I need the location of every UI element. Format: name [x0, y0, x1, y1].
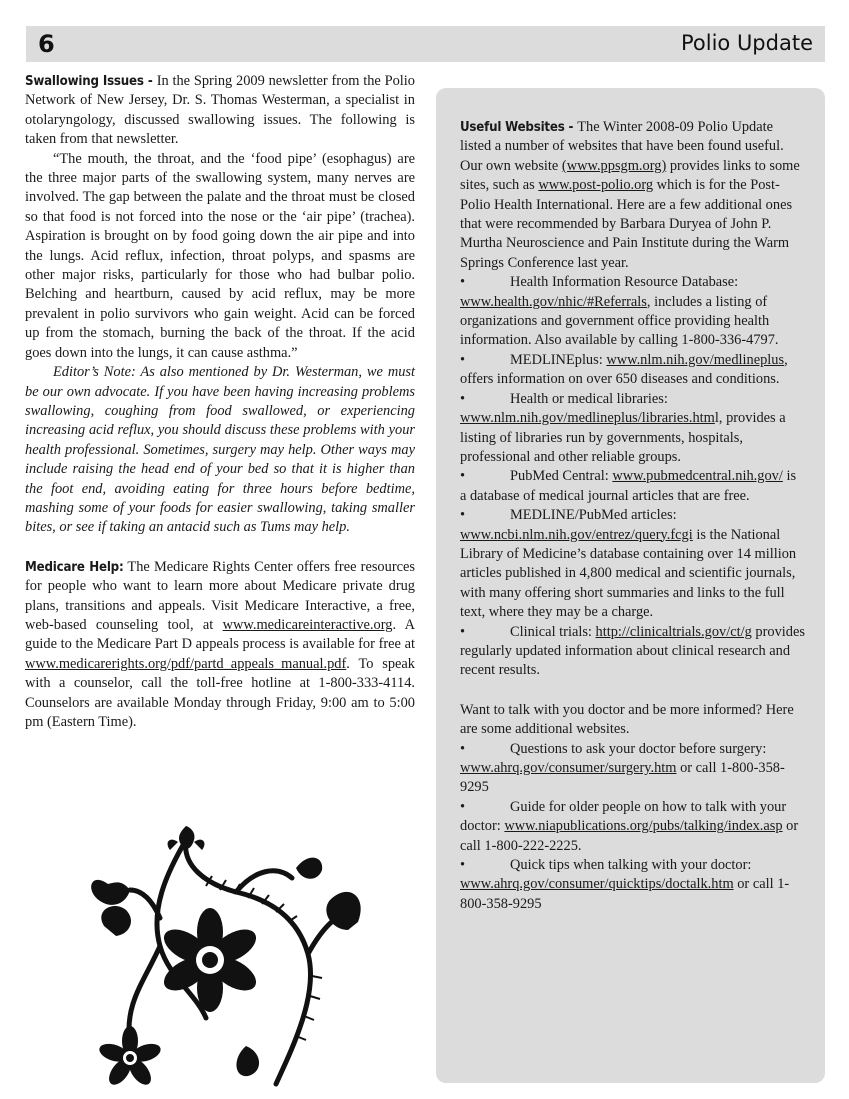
- item-link[interactable]: www.ncbi.nlm.nih.gov/entrez/query.fcgi: [460, 526, 693, 543]
- item-label: Guide for older people on how to talk with your doctor:: [460, 798, 787, 835]
- item-label: PubMed Central:: [510, 468, 613, 485]
- item-desc: or call 1-800-358-9295: [460, 760, 785, 796]
- ppsgm-link[interactable]: (www.ppsgm.org): [561, 157, 667, 174]
- medicare-text: . To speak with a counselor, call the toll-free hotline at 1-800-333-4114. Counselors are available Monday through Friday, 9:00 am to 5:00 pm (Eastern Time).: [25, 655, 415, 730]
- swallowing-intro-text: In the Spring 2009 newsletter from the Polio Network of New Jersey, Dr. S. Thomas Westerman, a specialist in otolaryngology, discussed swallowing issues. The following is taken from that newsletter.: [25, 73, 415, 148]
- item-desc: , includes a listing of organizations and government office providing health information. Also available by calling 1-800-336-4797.: [460, 293, 779, 349]
- list-item: [460, 351, 805, 390]
- item-link[interactable]: http://clinicaltrials.gov/ct/g: [595, 623, 752, 640]
- websites-heading: Useful Websites -: [460, 120, 578, 135]
- item-label: MEDLINEplus:: [510, 351, 607, 368]
- item-label: Clinical trials:: [510, 623, 596, 640]
- list-item: [460, 506, 805, 622]
- swallowing-quote: “The mouth, the throat, and the ‘food pipe’ (esophagus) are the three major parts of the swallowing system, many nerves are involved. The gap between the palate and the throat must be closed so that food is not forced into the nose or the ‘air pipe’ (trachea). Aspiration is brought on by food going down the air pipe and into the lungs. Acid reflux, infection, throat polyps, and spasms are other major risks, particularly for those who had bulbar polio. Belching and heartburn, caused by acid reflux, may be more prevalent in polio survivors who gain weight. Acid can be forced up from the stomach, burning the back of the throat. If the acid goes down into the lungs, it can cause asthma.”: [25, 150, 415, 361]
- list-item: [460, 273, 805, 351]
- medicare-rights-link[interactable]: www.medicarerights.org/pdf/partd_appeals_manual.pdf: [25, 655, 347, 672]
- bullet-icon: •: [460, 798, 466, 815]
- websites-intro-text: The Winter 2008-09 Polio Update listed a number of websites that have been found useful. Our own website: [460, 119, 784, 174]
- item-desc: provides regularly updated information about clinical research and recent results.: [460, 623, 805, 679]
- bullet-icon: •: [460, 468, 466, 485]
- page-number: 6: [38, 30, 55, 58]
- bullet-icon: •: [460, 740, 466, 757]
- list-item: [460, 623, 805, 681]
- item-desc: is the National Library of Medicine’s database containing over 14 million articles published in 4,800 medical and scientific journals, with many offering short summaries and links to the full text, where they may be a charge.: [460, 526, 797, 621]
- item-link[interactable]: www.health.gov/nhic/#Referrals: [460, 293, 647, 310]
- item-link[interactable]: www.pubmedcentral.nih.gov/: [612, 468, 783, 485]
- bullet-icon: •: [460, 857, 466, 874]
- item-desc: is a database of medical journal articles that are free.: [460, 468, 797, 504]
- item-desc: or call 1-800-358-9295: [460, 876, 790, 912]
- item-desc: l, provides a listing of libraries run by governments, hospitals, professional and other reliable groups.: [460, 410, 786, 465]
- floral-ornament-icon: [86, 826, 376, 1088]
- item-label: Health Information Resource Database:: [510, 274, 739, 291]
- item-desc: or call 1-800-222-2225.: [460, 818, 799, 854]
- item-link[interactable]: www.nlm.nih.gov/medlineplus/libraries.htm: [460, 410, 715, 427]
- bullet-icon: •: [460, 274, 466, 291]
- list-item: [460, 390, 805, 468]
- swallowing-intro: [25, 72, 415, 150]
- swallowing-heading: Swallowing Issues -: [25, 74, 157, 89]
- item-desc: , offers information on over 650 diseases and conditions.: [460, 351, 788, 388]
- item-link[interactable]: www.ahrq.gov/consumer/quicktips/doctalk.htm: [460, 876, 734, 893]
- list-item: [460, 798, 805, 856]
- medicare-text: . A guide to the Medicare Part D appeals process is available for free at: [25, 616, 415, 653]
- list-item: [460, 740, 805, 798]
- list-item: [460, 856, 805, 914]
- newsletter-title: Polio Update: [680, 31, 813, 55]
- left-column: [25, 72, 415, 732]
- websites-intro: [460, 118, 805, 273]
- item-label: MEDLINE/PubMed articles:: [510, 507, 677, 524]
- websites-intro-text: which is for the Post-Polio Health International. Here are a few additional ones that were recommended by Barbara Duryea of John P. Murtha Neuroscience and Pain Institute during the Warm Springs Conference last year.: [460, 177, 793, 271]
- medicare-heading: Medicare Help:: [25, 559, 124, 575]
- bullet-icon: •: [460, 623, 466, 640]
- item-link[interactable]: www.nlm.nih.gov/medlineplus: [606, 351, 785, 368]
- page-header: [26, 26, 825, 62]
- bullet-icon: •: [460, 390, 466, 407]
- item-label: Health or medical libraries:: [510, 390, 668, 407]
- useful-websites-sidebar: [436, 88, 825, 1083]
- item-label: Quick tips when talking with your doctor:: [510, 857, 752, 874]
- editor-note: Editor’s Note: As also mentioned by Dr. Westerman, we must be our own advocate. If you have been having increasing problems swallowing, coughing from food swallowed, or experiencing increasing acid reflux, you should discuss these problems with your health professional. Sometimes, surgery may help. Other ways may include raising the head end of your bed so that it is higher than the foot end, avoiding eating for three hours before bedtime, mashing some of your foods for easier swallowing, taking smaller bites, or see if taking an antacid such as Tums may help.: [25, 364, 415, 536]
- post-polio-link[interactable]: www.post-polio.org: [538, 177, 654, 194]
- item-link[interactable]: www.ahrq.gov/consumer/surgery.htm: [460, 760, 677, 776]
- websites-intro-text: provides links to some sites, such as: [460, 157, 800, 194]
- item-label: Questions to ask your doctor before surgery:: [510, 740, 767, 757]
- item-link[interactable]: www.niapublications.org/pubs/talking/index.asp: [504, 818, 783, 835]
- bullet-icon: •: [460, 351, 466, 368]
- medicare-paragraph: [25, 558, 415, 733]
- medicare-interactive-link[interactable]: www.medicareinteractive.org: [222, 616, 393, 633]
- bullet-icon: •: [460, 507, 466, 524]
- talk-intro: Want to talk with you doctor and be more informed? Here are some additional websites.: [460, 701, 794, 738]
- list-item: [460, 467, 805, 506]
- medicare-text: The Medicare Rights Center offers free resources for people who want to learn more about Medicare private drug plans, transitions and appeals. Visit Medicare Interactive, a free, web-based counseling tool, at: [25, 558, 415, 633]
